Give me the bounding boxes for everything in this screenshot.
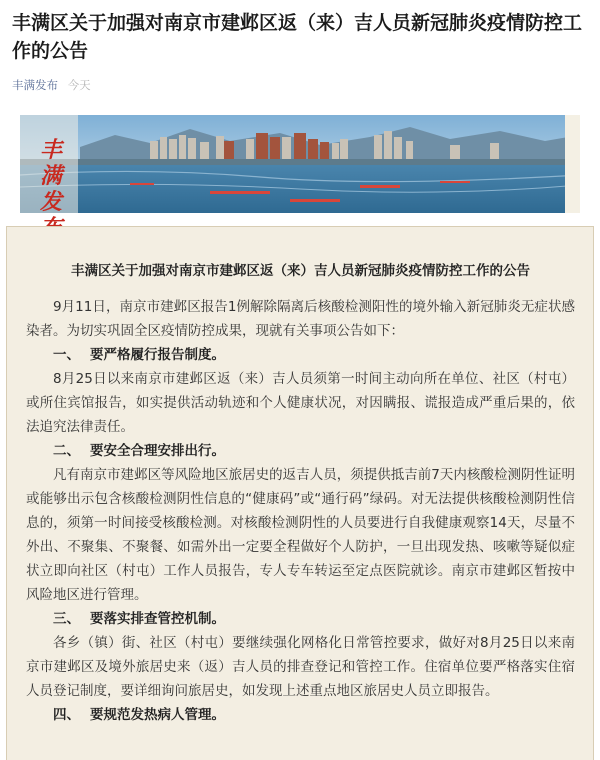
section-number: 二、: [53, 443, 80, 459]
section-heading: [26, 607, 575, 631]
section-heading: [26, 703, 575, 727]
publish-time: 今天: [67, 78, 91, 92]
notice-card: [6, 226, 594, 760]
section-heading-text: 要落实排查管控机制。: [90, 611, 225, 627]
section-number: 四、: [53, 707, 80, 723]
city-river-photo: [20, 115, 580, 213]
section-body: 凡有南京市建邺区等风险地区旅居史的返吉人员，须提供抵吉前7天内核酸检测阴性证明或能够出示包含核酸检测阴性信息的“健康码”或“通行码”绿码。对无法提供核酸检测阴性信息的，须第一时间接受核酸检测。对核酸检测阴性的人员要进行自我健康观察14天，尽量不外出、不聚集、不聚餐、如需外出一定要全程做好个人防护，一旦出现发热、咳嗽等疑似症状立即向社区（村屯）工作人员报告，专人专车转运至定点医院就诊。南京市建邺区暂按中风险地区进行管理。: [26, 467, 575, 603]
section-heading: [26, 343, 575, 367]
banner-logo-bottom: 发: [39, 189, 62, 215]
banner-logo-top: 丰满: [39, 137, 62, 189]
section-heading-text: 要规范发热病人管理。: [90, 707, 225, 723]
article-title: 丰满区关于加强对南京市建邺区返（来）吉人员新冠肺炎疫情防控工作的公告: [12, 12, 583, 62]
article-meta: [0, 65, 600, 93]
account-name-link[interactable]: 丰满发布: [12, 78, 58, 92]
section-heading-text: 要安全合理安排出行。: [90, 443, 225, 459]
section-body: 各乡（镇）街、社区（村屯）要继续强化网格化日常管控要求，做好对8月25日以来南京市建邺区及境外旅居史来（返）吉人员的排查登记和管控工作。住宿单位要严格落实住宿人员登记制度，要详细询问旅居史，如发现上述重点地区旅居史人员立即报告。: [26, 635, 575, 699]
notice-intro: 9月11日，南京市建邺区报告1例解除隔离后核酸检测阳性的境外输入新冠肺炎无症状感染者。为切实巩固全区疫情防控成果，现就有关事项公告如下：: [26, 299, 575, 339]
section-number: 一、: [53, 347, 80, 363]
section-heading-text: 要严格履行报告制度。: [90, 347, 225, 363]
notice-title: 丰满区关于加强对南京市建邺区返（来）吉人员新冠肺炎疫情防控工作的公告: [71, 263, 530, 279]
section-heading: [26, 439, 575, 463]
banner-image: [20, 115, 580, 213]
section-number: 三、: [53, 611, 80, 627]
section-body: 8月25日以来南京市建邺区返（来）吉人员须第一时间主动向所在单位、社区（村屯）或所住宾馆报告，如实提供活动轨迹和个人健康状况，对因瞒报、谎报造成严重后果的，依法追究法律责任。: [26, 371, 575, 435]
